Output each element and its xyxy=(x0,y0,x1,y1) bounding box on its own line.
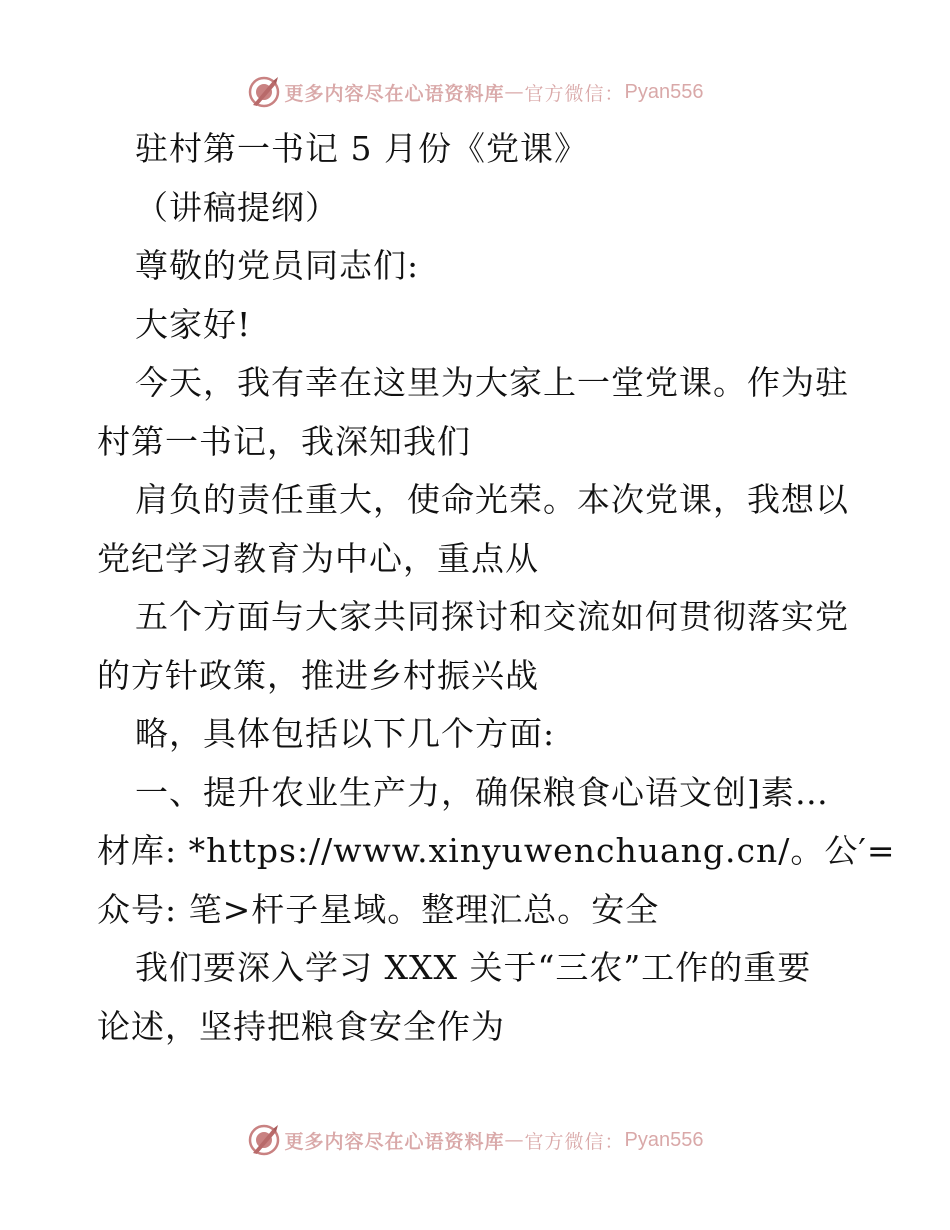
doc-section-heading: 一、提升农业生产力，确保粮食心语文创]素… xyxy=(135,772,829,812)
watermark-wechat-label: 官方微信： xyxy=(524,82,625,105)
doc-salutation: 尊敬的党员同志们: xyxy=(135,246,420,285)
watermark-wechat-id: Pyan556 xyxy=(624,80,704,103)
watermark-text: 更多内容尽在心语资料库 xyxy=(284,1130,505,1153)
quill-logo-icon xyxy=(247,75,281,109)
doc-paragraph-line: 村第一书记，我深知我们 xyxy=(97,421,471,461)
doc-paragraph-line: 略，具体包括以下几个方面: xyxy=(135,714,556,753)
doc-title: 驻村第一书记 5 月份《党课》 xyxy=(135,129,588,168)
doc-paragraph-line: 今天，我有幸在这里为大家上一堂党课。作为驻 xyxy=(135,363,849,402)
doc-paragraph-line: 五个方面与大家共同探讨和交流如何贯彻落实党 xyxy=(135,597,849,636)
footer-watermark xyxy=(0,1120,950,1160)
doc-paragraph-line: 论述，坚持把粮食安全作为 xyxy=(97,1006,505,1046)
doc-paragraph-line: 我们要深入学习 XXX 关于“三农”工作的重要 xyxy=(135,948,812,987)
doc-subtitle: （讲稿提纲） xyxy=(135,187,339,227)
doc-paragraph-line: 材库: *https://www.xinyuwenchuang.cn/。公′= xyxy=(97,831,896,870)
doc-paragraph-line: 肩负的责任重大，使命光荣。本次党课，我想以 xyxy=(135,480,849,519)
watermark-dash: — xyxy=(504,81,525,103)
doc-paragraph-line: 党纪学习教育为中心，重点从 xyxy=(97,538,539,578)
watermark-dash: — xyxy=(504,1129,525,1151)
doc-paragraph-line: 众号: 笔>杆子星域。整理汇总。安全 xyxy=(97,889,660,929)
watermark-wechat-label: 官方微信： xyxy=(524,1130,625,1153)
watermark-wechat-id: Pyan556 xyxy=(624,1128,704,1151)
watermark-text: 更多内容尽在心语资料库 xyxy=(284,82,505,105)
document-body xyxy=(97,120,896,1056)
header-watermark xyxy=(0,72,950,112)
doc-greeting: 大家好! xyxy=(135,304,252,344)
quill-logo-icon xyxy=(247,1123,281,1157)
doc-paragraph-line: 的方针政策，推进乡村振兴战 xyxy=(97,655,539,695)
